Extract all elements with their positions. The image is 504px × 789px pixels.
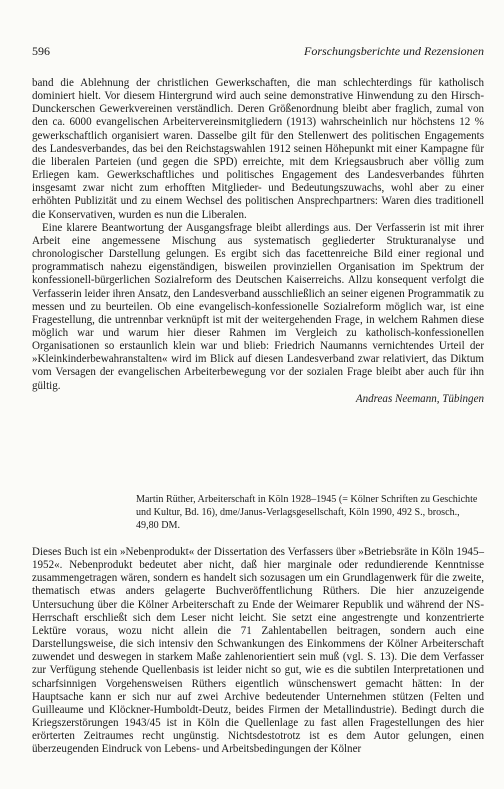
review-1-paragraph-2: Eine klarere Beantwortung der Ausgangsfrage bleibt allerdings aus. Der Verfasserin ist mit ihrer Arbeit eine angemessene Mischung aus systematisch gegliederter Strukturanalyse und chronologischer Darstellung gelungen. Es ergibt sich das facettenreiche Bild einer regional und programmatisch nahezu eigenständigen, bisweilen provinziellen Organisation im Spektrum der konfessionell-bürgerlichen Sozialreform des Deutschen Kaiserreichs. Allzu konsequent verfolgt die Verfasserin leider ihren Ansatz, den Landesverband ausschließlich an seiner eigenen Programmatik zu messen und zu beurteilen. Ob eine evangelisch-konfessionelle Sozialreform möglich war, ist eine Fragestellung, die untrennbar verknüpft ist mit der weitergehenden Frage, in welchem Rahmen diese möglich war und warum hier dieser Rahmen im Vergleich zu katholisch-konfessionellen Organisationen so erstaunlich klein war und blieb: Friedrich Naumanns vernichtendes Urteil der »Kleinkinderbewahranstalten« wird im Blick auf diesen Landesverband zwar relativiert, das Diktum vom Versagen der evangelischen Arbeiterbewegung vor der sozialen Frage bleibt aber auch für ihn gültig. [32,221,484,392]
book-citation-text: Martin Rüther, Arbeiterschaft in Köln 1928–1945 (= Kölner Schriften zu Geschichte und Kultur, Bd. 16), dme/Janus-Verlagsgesellschaft, Köln 1990, 492 S., brosch., 49,80 DM. [136,494,478,531]
page-number: 596 [32,44,50,58]
reviewer-signature: Andreas Neemann, Tübingen [355,392,484,405]
review-2-paragraph-1: Dieses Buch ist ein »Nebenprodukt« der Dissertation des Verfassers über »Betriebsräte in Köln 1945–1952«. Nebenprodukt bedeutet aber nicht, daß hier marginale oder redundierende Kenntnisse zusammengetragen wären, sondern es handelt sich sozusagen um ein Grundlagenwerk für die zweite, thematisch etwas anders gelagerte Buchveröffentlichung Rüthers. Die hier anzuzeigende Untersuchung über die Kölner Arbeiterschaft zu Ende der Weimarer Republik und während der NS-Herrschaft erschließt sich dem Leser nicht leicht. Sie setzt eine angestrengte und konzentrierte Lektüre voraus, wozu nicht allein die 71 Zahlentabellen beitragen, sondern auch eine Darstellungsweise, die sich intensiv den Schwankungen des Einkommens der Kölner Arbeiterschaft zuwendet und deswegen in starkem Maße zahlenorientiert sein muß (vgl. S. 13). Die dem Verfasser zur Verfügung stehende Quellenbasis ist leider nicht so gut, wie es die subtilen Interpretationen und scharfsinnigen Vorgehensweisen Rüthers eigentlich wünschenswert gemacht hätten: In der Hauptsache kann er sich nur auf zwei Archive bedeutender Unternehmen stützen (Felten und Guilleaume und Klöckner-Humboldt-Deutz, beides Firmen der Metallindustrie). Bedingt durch die Kriegszerstörungen 1943/45 ist in Köln die Quellenlage zu fast allen Fragestellungen des hier erörterten Zeitraumes recht ungünstig. Nichtsdestotrotz ist es dem Autor gelungen, einen überzeugenden Eindruck von Lebens- und Arbeitsbedingungen der Kölner [32,546,484,756]
review-2-body [32,546,484,757]
running-head: Forschungsberichte und Rezensionen [304,44,484,58]
book-citation [136,493,484,532]
review-1-body [32,77,484,406]
page-header [32,44,484,60]
review-1-paragraph-1: band die Ablehnung der christlichen Gewerkschaften, die man schlechterdings für katholisch dominiert hielt. Vor diesem Hintergrund wird auch seine demonstrative Hinwendung zu den Hirsch-Dunckerschen Gewerkvereinen verständlich. Deren Größenordnung bleibt aber fraglich, zumal von den ca. 6000 evangelischen Arbeitervereinsmitgliedern (1913) wahrscheinlich nur höchstens 12 % gewerkschaftlich organisiert waren. Dasselbe gilt für den Stellenwert des politischen Engagements des Landesverbandes, das bei den Reichstagswahlen 1912 seinen Höhepunkt mit einer Kampagne für die liberalen Parteien (und gegen die SPD) erreichte, mit dem Kriegsausbruch aber völlig zum Erliegen kam. Gewerkschaftliches und politisches Engagement des Landesverbandes führten insgesamt zwar nicht zum erhofften Mitglieder- und Bedeutungszuwachs, wohl aber zu einer erhöhten Publizität und zu einem Wechsel des politischen Ansprechpartners: Waren dies traditionell die Konservativen, wurden es nun die Liberalen. [32,77,484,221]
